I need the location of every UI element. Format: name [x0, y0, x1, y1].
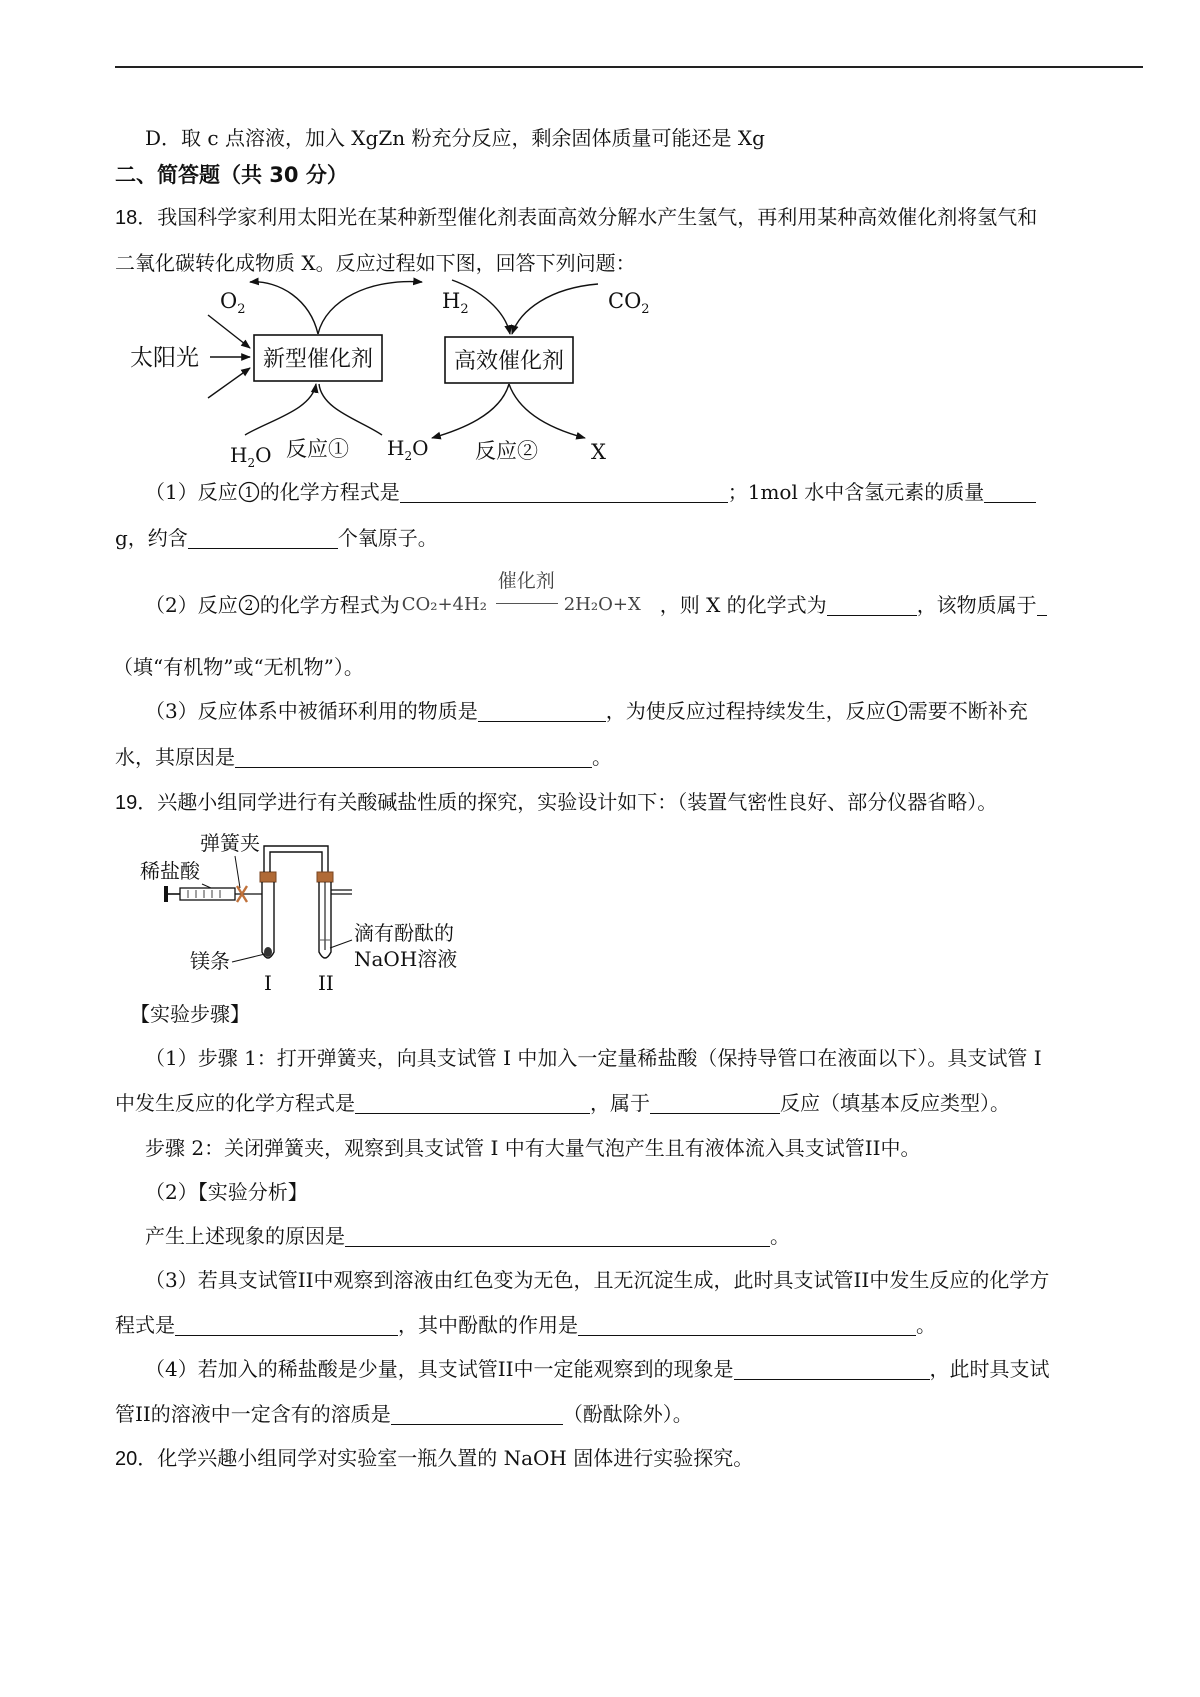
q19-s1-text-c: ，属于 — [590, 1091, 650, 1115]
answer-blank-water-reason[interactable] — [235, 745, 592, 768]
label-clip: 弹簧夹 — [200, 831, 260, 855]
q19-step2: 步骤 2：关闭弹簧夹，观察到具支试管 I 中有大量气泡产生且有液体流入具支试管II中。 — [145, 1136, 921, 1160]
q18-part1-line1 — [145, 477, 1036, 507]
label-sunlight: 太阳光 — [130, 345, 199, 371]
q18-reaction-diagram — [130, 270, 650, 480]
label-h2o-mid: $H_2O$ — [387, 436, 429, 463]
q18-p1-text-c: ；1mol 水中含氢元素的质量 — [727, 480, 985, 504]
answer-blank-hydrogen-mass[interactable] — [984, 480, 1036, 503]
q18-part3-line2 — [115, 742, 612, 772]
q17-option-d: D．取 c 点溶液，加入 XgZn 粉充分反应，剩余固体质量可能还是 Xg — [145, 126, 765, 150]
q19-part3-line1: （3）若具支试管II中观察到溶液由红色变为无色，且无沉淀生成，此时具支试管II中发生反应的化学方 — [145, 1268, 1050, 1292]
q19-part4-line2 — [115, 1399, 693, 1429]
label-o2: $O_2$ — [220, 289, 246, 317]
q18-part3-line1 — [145, 696, 1028, 726]
circled-number-1 — [886, 700, 908, 722]
q19-apparatus-diagram — [140, 828, 500, 1018]
label-solution-line2: NaOH溶液 — [354, 947, 458, 971]
q18-p3-text-a: （3）反应体系中被循环利用的物质是 — [145, 699, 478, 723]
q18-stem-line1 — [115, 202, 1037, 233]
label-reaction1: 反应① — [286, 437, 349, 461]
q19-analysis-line — [145, 1221, 790, 1251]
q19-s4-text-c: ，其中酚酞的作用是 — [398, 1313, 578, 1337]
q18-p1-text-a: （1）反应 — [145, 480, 238, 504]
box-new-catalyst-label: 新型催化剂 — [262, 347, 374, 372]
label-solution-line1: 滴有酚酞的 — [354, 921, 454, 945]
q19-part4-line1 — [145, 1354, 1050, 1384]
q19-step1-line2 — [115, 1088, 1010, 1118]
reaction2-equation — [400, 570, 660, 620]
q19-analysis-title: （2）【实验分析】 — [145, 1180, 308, 1204]
q18-p3-text-e: 。 — [592, 745, 612, 769]
q18-p2-text-a: （2）反应 — [145, 593, 238, 617]
q19-number: 19． — [115, 792, 158, 814]
q19-step1-line1: （1）步骤 1：打开弹簧夹，向具支试管 I 中加入一定量稀盐酸（保持导管口在液面以下）。具支试管 I — [145, 1046, 1042, 1070]
q18-p2-text-d: ，该物质属于 — [916, 593, 1037, 617]
answer-blank-solute[interactable] — [391, 1402, 563, 1425]
q18-p2-text-b: 的化学方程式为 — [259, 593, 400, 617]
q19-s5-text-d: （酚酞除外）。 — [562, 1402, 693, 1426]
answer-blank-observed-phenomenon[interactable] — [734, 1357, 930, 1380]
svg-text:2: 2 — [244, 598, 254, 614]
q19-s3-text-b: 。 — [770, 1224, 790, 1248]
equation-left: CO₂+4H₂ — [401, 594, 487, 615]
q19-steps-title: 【实验步骤】 — [130, 1002, 250, 1026]
answer-blank-phenomenon-reason[interactable] — [345, 1224, 770, 1247]
answer-blank-reaction1-equation[interactable] — [400, 480, 728, 503]
answer-blank-x-formula[interactable] — [827, 593, 917, 616]
q18-p3-text-c: 需要不断补充 — [907, 699, 1028, 723]
q19-s1-text-b: 中发生反应的化学方程式是 — [115, 1091, 355, 1115]
label-acid: 稀盐酸 — [140, 859, 200, 883]
q19-s5-text-b: ，此时具支试 — [929, 1357, 1050, 1381]
circled-number-2 — [238, 594, 260, 616]
q18-p3-text-b: ，为使反应过程持续发生，反应 — [605, 699, 886, 723]
label-h2: $H_2$ — [442, 289, 469, 317]
label-magnesium: 镁条 — [190, 949, 230, 973]
q19-s5-text-c: 管II的溶液中一定含有的溶质是 — [115, 1402, 391, 1426]
q19-part3-line2 — [115, 1310, 936, 1340]
answer-blank-oxygen-atoms[interactable] — [188, 526, 338, 549]
equation-right: 2H₂O+X — [563, 594, 641, 615]
q18-part2-line1 — [145, 570, 1047, 620]
q20-stem — [115, 1443, 753, 1474]
label-co2: $CO_2$ — [608, 289, 650, 317]
header-rule — [115, 66, 1143, 68]
answer-blank-substance-class[interactable] — [1037, 593, 1047, 616]
equation-catalyst: 催化剂 — [497, 570, 555, 592]
answer-blank-reaction-type[interactable] — [650, 1091, 780, 1114]
answer-blank-tube1-equation[interactable] — [355, 1091, 590, 1114]
q19-s3-text-a: 产生上述现象的原因是 — [145, 1224, 345, 1248]
q19-s1-text-d: 反应（填基本反应类型）。 — [780, 1091, 1010, 1115]
q20-stem-text: 化学兴趣小组同学对实验室一瓶久置的 NaOH 固体进行实验探究。 — [157, 1446, 754, 1470]
q19-s5-text-a: （4）若加入的稀盐酸是少量，具支试管II中一定能观察到的现象是 — [145, 1357, 734, 1381]
q18-p1-text-d: g，约含 — [115, 526, 188, 550]
answer-blank-recycled-substance[interactable] — [478, 699, 606, 722]
label-reaction2: 反应② — [475, 439, 538, 463]
q18-part2-line2: （填“有机物”或“无机物”）。 — [113, 655, 364, 679]
box-efficient-catalyst-label: 高效催化剂 — [453, 349, 565, 374]
q19-s4-text-d: 。 — [916, 1313, 936, 1337]
q18-p1-text-e: 个氧原子。 — [337, 526, 438, 550]
q18-part1-line2 — [115, 523, 438, 553]
q18-number: 18． — [115, 207, 158, 229]
q18-p1-text-b: 的化学方程式是 — [259, 480, 400, 504]
q18-stem-line2: 二氧化碳转化成物质 X。反应过程如下图，回答下列问题： — [115, 251, 636, 275]
label-h2o-left: $H_2O$ — [230, 443, 272, 470]
answer-blank-tube2-equation[interactable] — [175, 1313, 398, 1336]
q18-p2-text-c: ，则 X 的化学式为 — [659, 593, 827, 617]
q20-number: 20． — [115, 1448, 158, 1470]
q19-stem — [115, 787, 997, 818]
svg-text:1: 1 — [244, 485, 254, 501]
section-heading: 二、简答题（共 30 分） — [115, 163, 348, 187]
equation-bar — [496, 603, 558, 604]
q19-stem-text: 兴趣小组同学进行有关酸碱盐性质的探究，实验设计如下：（装置气密性良好、部分仪器省略）。 — [157, 790, 998, 814]
circled-number-1 — [238, 481, 260, 503]
q18-p3-text-d: 水，其原因是 — [115, 745, 235, 769]
answer-blank-phenolphthalein-role[interactable] — [578, 1313, 916, 1336]
q19-s4-text-b: 程式是 — [115, 1313, 175, 1337]
label-tube-1: I — [264, 971, 272, 995]
label-tube-2: II — [318, 971, 334, 995]
q18-stem-text: 我国科学家利用太阳光在某种新型催化剂表面高效分解水产生氢气，再利用某种高效催化剂将氢气和 — [157, 205, 1038, 229]
label-x: X — [591, 440, 606, 464]
svg-text:1: 1 — [892, 704, 902, 720]
